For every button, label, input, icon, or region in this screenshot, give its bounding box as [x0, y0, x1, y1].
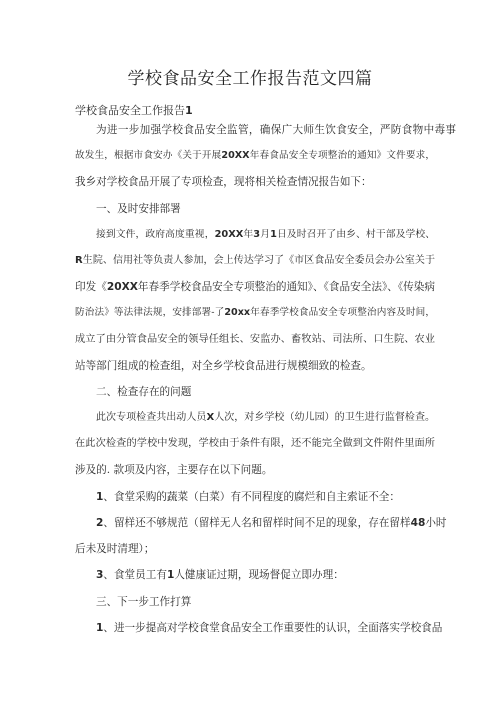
paragraph-line: 我乡对学校食品开展了专项检查，现将相关检查情况报告如下： — [75, 176, 372, 188]
list-item: 1、食堂采购的蔬菜（白菜）有不同程度的腐烂和自主索证不全： — [96, 491, 400, 503]
section-heading: 三、下一步工作打算 — [96, 596, 192, 608]
paragraph-line: 防治法》等法律法规，安排部署-了20xx年春季学校食品安全专项整治内容及时间， — [75, 307, 435, 318]
document-title: 学校食品安全工作报告范文四篇 — [127, 69, 373, 89]
list-item: 2、留样还不够规范（留样无人名和留样时间不足的现象，存在留样48小时 — [96, 517, 447, 529]
paragraph-line: 故发生，根据市食安办《关于开展20XX年春食品安全专项整治的通知》文件要求， — [75, 150, 436, 161]
paragraph-line: 后未及时清理）； — [75, 543, 155, 555]
section-heading: 一、及时安排部署 — [96, 203, 181, 215]
paragraph-line: 成立了由分管食品安全的领导任组长、安监办、畜牧站、司法所、口生院、农业 — [75, 334, 435, 345]
section-heading: 二、检查存在的问题 — [96, 386, 192, 398]
paragraph-line: 涉及的. 款项及内容，主要存在以下问题。 — [75, 464, 273, 476]
list-item: 3、食堂员工有1人健康证过期，现场督促立即办理： — [96, 569, 344, 581]
paragraph-line: R生院、信用社等负责人参加，会上传达学习了《市区食品安全委员会办公室关于 — [75, 255, 435, 266]
paragraph-line: 站等部门组成的检查组，对全乡学校食品进行规模细致的检查。 — [75, 360, 372, 372]
paragraph-line: 为进一步加强学校食品安全监管，确保广大师生饮食安全，严防食物中毒事 — [96, 124, 456, 136]
paragraph-line: 在此次检查的学校中发现，学校由于条件有限，还不能完全做到文件附件里面所 — [75, 438, 435, 449]
paragraph-line: 此次专项检查共出动人员X人次，对乡学校（幼儿园）的卫生进行监督检查。 — [96, 412, 436, 423]
paragraph-line: 接到文件，政府高度重视，20XX年3月1日及时召开了由乡、村干部及学校、 — [96, 229, 436, 240]
paragraph-line: 印发《20XX年春季学校食品安全专项整治的通知》、《食品安全法》、《传染病 — [75, 281, 435, 293]
list-item: 1、进一步提高对学校食堂食品安全工作重要性的认识，全面落实学校食品 — [96, 622, 443, 634]
report-heading: 学校食品安全工作报告1 — [75, 104, 193, 117]
